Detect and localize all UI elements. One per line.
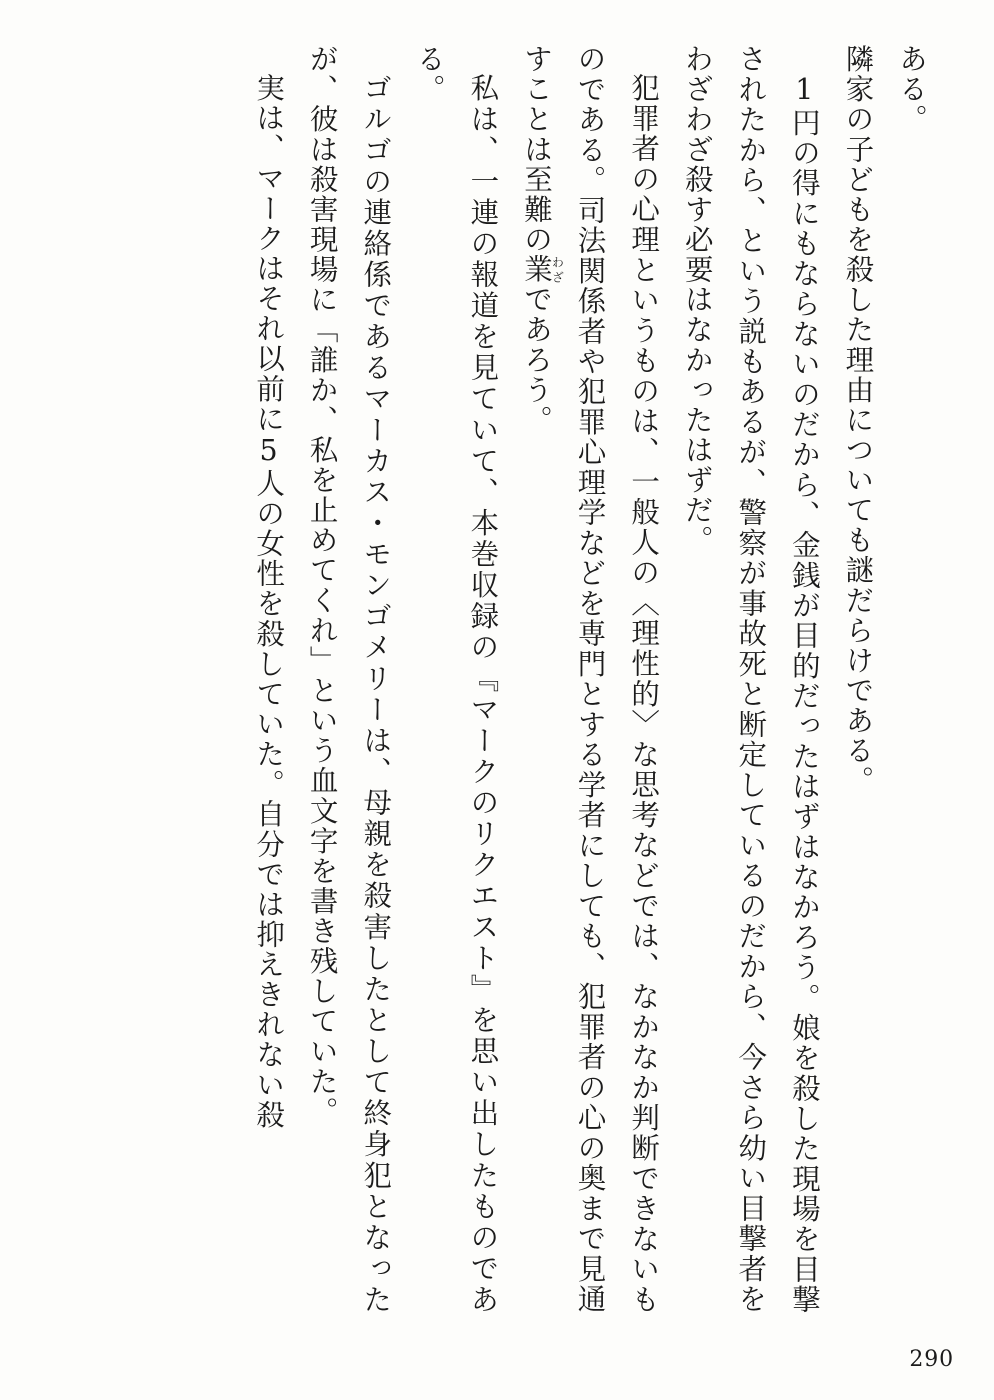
paragraph-5 [402, 44, 509, 1314]
paragraph-4-text-after: であろう。 [519, 284, 553, 435]
paragraph-3 [670, 44, 831, 1314]
paragraph-7 [241, 44, 295, 1314]
paragraph-2-text: 隣家の子どもを殺した理由についても謎だらけである。 [841, 44, 875, 796]
ruby-base: 業 [519, 254, 553, 285]
page-number: 290 [909, 1347, 954, 1372]
paragraph-3-text: 1円の得にもならないのだから、金銭が目的だったはずはなかろう。娘を殺した現場を目撃されたから、という説もあるが、警察が事故死と断定しているのだから、今さら幼い目撃者をわざわざ殺す必要はなかったはずだ。 [680, 44, 821, 1314]
paragraph-6 [295, 44, 402, 1314]
ruby-annotation [519, 254, 565, 285]
paragraph-2 [831, 44, 885, 1314]
ruby-text: わざ [550, 254, 565, 285]
paragraph-4-text: 犯罪者の心理というものは、一般人の〈理性的〉な思考などでは、なかなか判断できないものである。司法関係者や犯罪心理学などを専門とする学者にしても、犯罪者の心の奥まで見通すことは至難の [519, 44, 661, 1314]
paragraph-4 [509, 44, 670, 1314]
vertical-text-body [78, 44, 938, 1314]
paragraph-6-text: ゴルゴの連絡係であるマーカス・モンゴメリーは、母親を殺害したとして終身犯となったが、彼は殺害現場に「誰か、私を止めてくれ」という血文字を書き残していた。 [305, 44, 393, 1314]
paragraph-5-text: 私は、一連の報道を見ていて、本巻収録の『マークのリクエスト』を思い出したものである。 [412, 44, 500, 1314]
paragraph-1 [884, 44, 938, 1314]
paragraph-1-text: ある。 [895, 44, 928, 135]
paragraph-7-text: 実は、マークはそれ以前に5人の女性を殺していた。自分では抑えきれない殺 [252, 72, 286, 1130]
